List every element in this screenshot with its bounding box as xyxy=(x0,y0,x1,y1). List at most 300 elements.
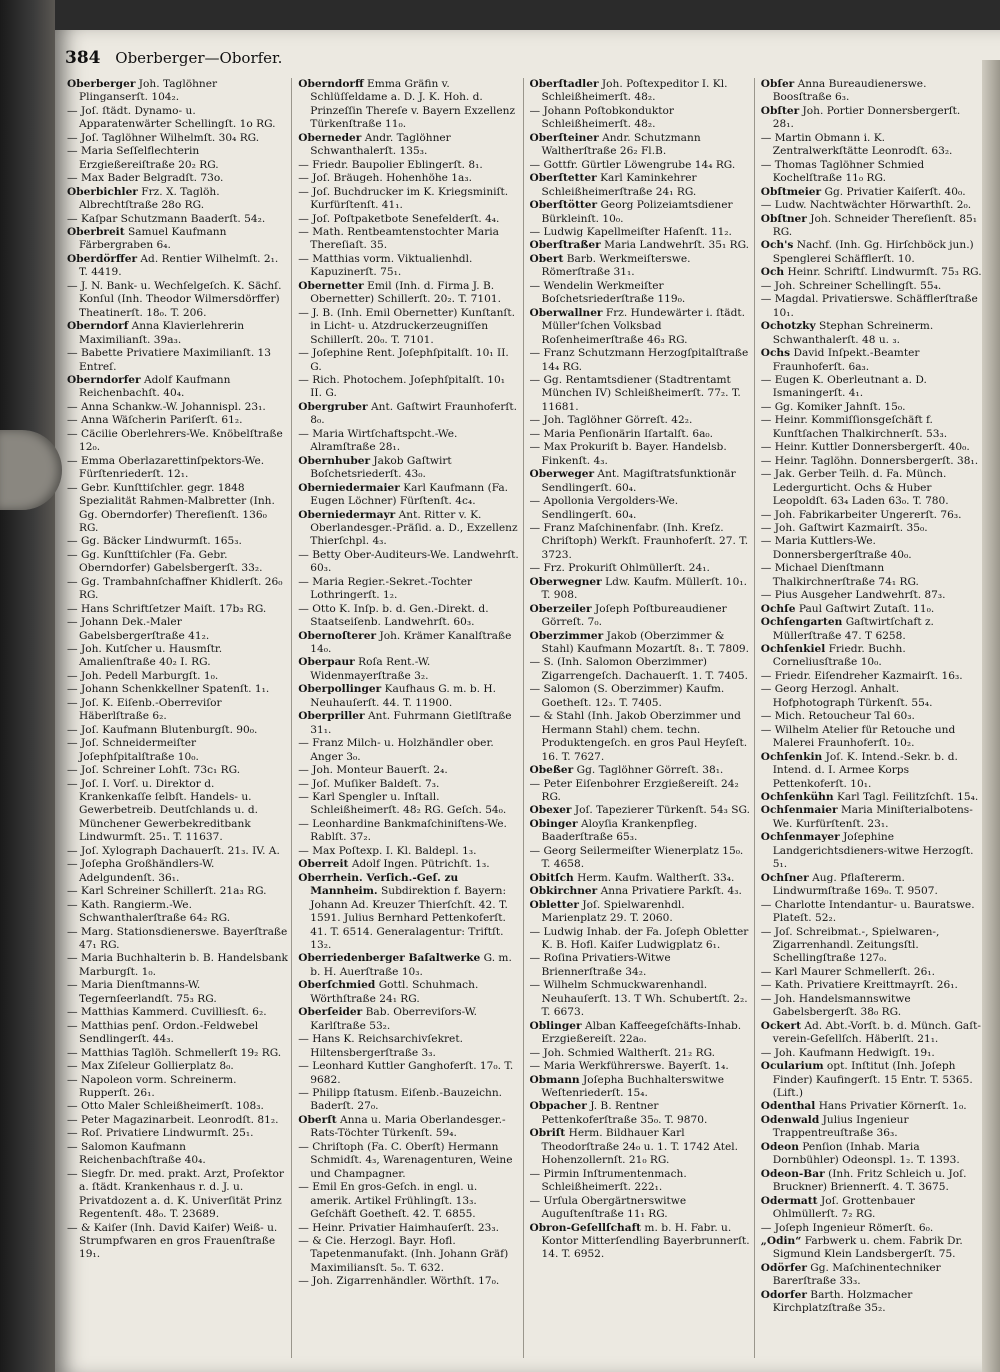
entry-text: — Kath. Rangierm.-We. Schwanthalerſtraße 64₂ RG. xyxy=(67,898,231,925)
entry-columns xyxy=(67,78,985,1358)
directory-entry xyxy=(67,320,288,347)
entry-text: — Franz Schutzmann Herzogſpitalſtraße 14₄ RG. xyxy=(529,347,749,373)
directory-entry xyxy=(67,858,288,885)
directory-entry xyxy=(298,78,519,132)
entry-text: — Heinr. Taglöhn. Donnersbergerſt. 38₁. xyxy=(760,454,979,467)
directory-entry xyxy=(530,347,751,374)
directory-entry xyxy=(530,764,751,777)
entry-surname: Odörfer xyxy=(760,1261,807,1274)
directory-entry xyxy=(67,1047,288,1060)
directory-entry xyxy=(530,441,751,468)
entry-surname: Odeon xyxy=(760,1140,799,1153)
entry-text: — Max Prokuriſt b. Bayer. Handelsb. Finkenſt. 4₃. xyxy=(529,441,727,467)
entry-text: Maria Miniſterialbotens-We. Kurfürſtenſt. 23₁. xyxy=(772,804,973,830)
entry-text: — Joſephine Rent. Joſephſpitalſt. 10₁ II. G. xyxy=(298,347,509,373)
directory-entry xyxy=(530,1100,751,1127)
entry-surname: Oberniedermayr xyxy=(298,508,396,521)
directory-entry xyxy=(530,778,751,805)
entry-text: Barb. Werkmeiſterswe. Römerſtraße 31₁. xyxy=(541,252,691,279)
entry-text: — Roſ. Privatiere Lindwurmſt. 25₁. xyxy=(67,1127,254,1140)
entry-surname: „Odin“ xyxy=(760,1234,802,1247)
directory-entry xyxy=(67,1127,288,1140)
entry-text: Herm. Kaufm. Waltherſt. 33₄. xyxy=(577,871,735,884)
entry-text: — Maria Kuttlers-We. Donnersbergerſtraße 40₀. xyxy=(760,535,912,561)
directory-entry xyxy=(530,818,751,845)
entry-text: m. b. H. Fabr. u. Kontor Mitterſendling Bayerbrunnerſt. 14. T. 6952. xyxy=(541,1221,750,1261)
directory-entry xyxy=(530,845,751,872)
directory-entry xyxy=(67,213,288,226)
directory-entry xyxy=(761,266,982,279)
directory-entry xyxy=(67,105,288,132)
directory-entry xyxy=(298,1114,519,1141)
directory-entry xyxy=(67,778,288,845)
entry-text: Ant. Fuhrmann Gietlſtraße 31₁. xyxy=(310,710,512,736)
entry-text: — Urſula Obergärtnerswitwe Auguſtenſtraße 11₁ RG. xyxy=(529,1194,687,1221)
entry-text: Samuel Kaufmann Färbergraben 6₄. xyxy=(79,225,227,252)
entry-text: — Rich. Photochem. Joſephſpitalſt. 10₁ II. G. xyxy=(298,373,505,400)
entry-text: — Kath. Privatiere Kreittmayrſt. 26₁. xyxy=(760,979,958,992)
entry-text: — & Kaiſer (Inh. David Kaiſer) Weiß- u. Strumpfwaren en gros Frauenſtraße 19₁. xyxy=(67,1221,278,1261)
directory-entry xyxy=(530,899,751,926)
entry-text: (Inh. Fritz Schleich u. Joſ. Bruckner) Briennerſt. 4. T. 3675. xyxy=(772,1167,967,1194)
entry-text: Karl Kaufmann (Fa. Eugen Löchner) Fürſtenſt. 4c₄. xyxy=(310,481,509,508)
entry-text: J. B. Rentner Pettenkoferſtraße 35₀. T. 9870. xyxy=(541,1100,708,1126)
entry-text: Subdirektion f. Bayern: Johann Ad. Kreuzer Thierſchſt. 42. T. 1591. Julius Bernhard Pettenkoferſt. 41. T. 6514. Generalagentur: Triftſt. 13₂. xyxy=(310,885,508,951)
directory-entry xyxy=(761,1222,982,1235)
entry-text: — Otto K. Inſp. b. d. Gen.-Direkt. d. Staatseiſenb. Landwehrſt. 60₃. xyxy=(298,602,489,629)
entry-text: — Maria Seſſelflechterin Erzgießereiſtraße 20₂ RG. xyxy=(67,145,219,171)
directory-entry xyxy=(761,320,982,347)
entry-text: Gg. Taglöhner Görreſt. 38₁. xyxy=(576,764,724,777)
directory-entry xyxy=(530,926,751,953)
directory-entry xyxy=(530,1074,751,1101)
directory-entry xyxy=(530,603,751,630)
entry-text: — Johann Poſtobkonduktor Schleißheimerſt. 48₂. xyxy=(529,104,674,131)
directory-entry xyxy=(530,414,751,427)
directory-entry xyxy=(298,226,519,253)
entry-text: Gottl. Schuhmach. Wörthſtraße 24₁ RG. xyxy=(310,979,479,1005)
directory-entry xyxy=(530,374,751,414)
entry-text: Jakob Gaſtwirt Boſchetsriederſt. 43₀. xyxy=(310,454,452,481)
directory-entry xyxy=(67,764,288,777)
entry-text: Alban Kaffeegeſchäfts-Inhab. Erzgießereiſt. 22a₀. xyxy=(541,1019,742,1046)
directory-entry xyxy=(67,78,288,105)
page-running-title: Oberberger—Oborfer. xyxy=(115,49,283,67)
directory-entry xyxy=(298,952,519,979)
entry-text: Julius Ingenieur Trappentreuſtraße 36₃. xyxy=(772,1113,909,1140)
entry-text: — Maria Dienſtmanns-W. Tegernſeerlandſt. 75₃ RG. xyxy=(67,979,217,1005)
entry-text: — S. (Inh. Salomon Oberzimmer) Zigarrengeſch. Dachauerſt. 1. T. 7405. xyxy=(529,656,749,682)
directory-entry xyxy=(298,791,519,818)
column-1 xyxy=(67,78,292,1358)
directory-entry xyxy=(761,1262,982,1289)
entry-text: — Leonhardine Bankmaſchiniſtens-We. Rablſt. 37₂. xyxy=(298,817,507,844)
directory-entry xyxy=(530,280,751,307)
directory-entry xyxy=(67,145,288,172)
entry-surname: Oberzimmer xyxy=(529,629,604,642)
directory-entry xyxy=(67,374,288,401)
entry-text: — Wilhelm Atelier für Retouche und Malerei Fraunhoferſt. 10₂. xyxy=(760,723,956,750)
directory-entry xyxy=(761,105,982,132)
entry-surname: Obernoſterer xyxy=(298,629,377,642)
entry-text: Kaufhaus G. m. b. H. Neuhauſerſt. 44. T. 11900. xyxy=(310,683,497,709)
directory-entry xyxy=(298,374,519,401)
entry-surname: Obſer xyxy=(760,78,795,90)
next-page-edge xyxy=(982,60,1000,1372)
entry-text: — Maria Wirtſchaftspcht.-We. Alramſtraße 28₁. xyxy=(298,427,458,454)
directory-entry xyxy=(761,1114,982,1141)
entry-surname: Obkirchner xyxy=(529,885,598,898)
entry-text: Paul Gaſtwirt Zutaſt. 11₀. xyxy=(798,602,935,615)
entry-text: — Joſ. Xylograph Dachauerſt. 21₃. IV. A. xyxy=(67,844,280,857)
directory-entry xyxy=(298,778,519,791)
entry-text: Hans Privatier Körnerſt. 1₀. xyxy=(818,1100,967,1113)
directory-entry xyxy=(298,549,519,576)
entry-surname: Oberniedermaier xyxy=(298,481,400,494)
directory-entry xyxy=(67,1114,288,1127)
entry-text: Anna Klavierlehrerin Maximilianſt. 39a₃. xyxy=(79,320,245,346)
directory-entry xyxy=(530,804,751,817)
entry-surname: Oberſtadler xyxy=(529,78,599,90)
entry-text: — Karl Spengler u. Inſtall. Schleißheimerſt. 48₂ RG. Geſch. 54₀. xyxy=(298,791,507,817)
entry-surname: Ockert xyxy=(760,1019,801,1032)
directory-entry xyxy=(298,1006,519,1033)
entry-text: Nachf. (Inh. Gg. Hirſchböck jun.) Spenglerei Schäfflerſt. 10. xyxy=(772,239,974,265)
entry-surname: Obeßer xyxy=(529,764,574,777)
entry-text: Farbwerk u. chem. Fabrik Dr. Sigmund Klein Landsbergerſt. 75. xyxy=(772,1234,963,1261)
entry-text: — Maria Werkführerswe. Bayerſt. 1₄. xyxy=(529,1060,729,1073)
entry-text: — Joſ. Bräugeh. Hohenhöhe 1a₃. xyxy=(298,172,472,185)
entry-text: — Heinr. Kommiſſionsgeſchäft f. Kunſtſachen Thalkirchnerſt. 53₃. xyxy=(760,414,948,440)
entry-text: — Matthias vorm. Viktualienhdl. Kapuzinerſt. 75₁. xyxy=(298,252,473,279)
directory-entry xyxy=(530,885,751,898)
directory-entry xyxy=(67,737,288,764)
directory-entry xyxy=(761,926,982,966)
entry-surname: Obſter xyxy=(760,104,800,117)
entry-surname: Odermatt xyxy=(760,1194,818,1207)
entry-surname: Ochſenkühn xyxy=(760,791,834,804)
entry-text: — Kaſpar Schutzmann Baaderſt. 54₂. xyxy=(67,212,266,225)
directory-entry xyxy=(67,1060,288,1073)
entry-text: — Gebr. Kunſttiſchler. gegr. 1848 Spezialität Rahmen-Malbretter (Inh. Gg. Oberndorfer) Thereſienſt. 136₀ RG. xyxy=(67,481,275,534)
entry-text: — Cäcilie Oberlehrers-We. Knöbelſtraße 12₀. xyxy=(67,427,283,454)
entry-text: — Ludwig Inhab. der Fa. Joſeph Obletter K. B. Hofl. Kaiſer Ludwigplatz 6₁. xyxy=(529,925,749,951)
entry-surname: Oberbreit xyxy=(67,225,125,238)
entry-text: — Max Ziſeleur Gollierplatz 8₀. xyxy=(67,1060,234,1073)
entry-text: — Max Bader Belgradſt. 73o. xyxy=(67,172,224,185)
directory-entry xyxy=(298,347,519,374)
directory-entry xyxy=(530,1127,751,1167)
entry-text: — Ludw. Nachtwächter Hörwarthſt. 2₀. xyxy=(760,199,972,212)
directory-entry xyxy=(761,979,982,992)
entry-text: — Heinr. Kuttler Donnersbergerſt. 40₀. xyxy=(760,441,970,454)
entry-text: — Philipp ſtatusm. Eiſenb.-Bauzeichn. Baderſt. 27₀. xyxy=(298,1086,503,1113)
entry-text: Joh. Poſtexpeditor I. Kl. Schleißheimerſt. 48₂. xyxy=(541,78,728,104)
entry-text: — Frz. Prokuriſt Ohlmüllerſt. 24₁. xyxy=(529,562,710,575)
directory-entry xyxy=(298,1087,519,1114)
entry-text: — Eugen K. Oberleutnant a. D. Ismaningerſt. 4₁. xyxy=(760,373,927,400)
directory-entry xyxy=(298,630,519,657)
directory-entry xyxy=(530,683,751,710)
directory-entry xyxy=(761,1141,982,1168)
directory-entry xyxy=(67,535,288,548)
entry-surname: Obert xyxy=(529,252,564,265)
entry-text: — Joſ. Schreibmat.-, Spielwaren-, Zigarrenhandl. Zeitungsſtl. Schellingſtraße 127₀. xyxy=(760,925,940,965)
directory-entry xyxy=(67,683,288,696)
directory-entry xyxy=(761,1020,982,1047)
directory-entry xyxy=(67,603,288,616)
entry-text: Heinr. Schriftſ. Lindwurmſt. 75₃ RG. xyxy=(787,266,982,279)
entry-surname: Obexer xyxy=(529,804,572,817)
directory-entry xyxy=(67,697,288,724)
entry-text: — Gg. Komiker Jahnſt. 15₀. xyxy=(760,400,906,413)
directory-entry xyxy=(67,172,288,185)
directory-entry xyxy=(761,1168,982,1195)
directory-entry xyxy=(530,199,751,226)
entry-text: — Joſ. Schneidermeiſter Joſephſpitalſtraße 10₀. xyxy=(67,737,199,763)
entry-text: — Georg Herzogl. Anhalt. Hofphotograph Türkenſt. 55₄. xyxy=(760,683,933,709)
directory-entry xyxy=(761,280,982,293)
entry-surname: Odenthal xyxy=(760,1100,816,1113)
entry-text: Joſephine Landgerichtsdieners-witwe Herzogſt. 5₁. xyxy=(772,831,974,871)
entry-surname: Obernetter xyxy=(298,279,364,292)
entry-text: Joſeph Poſtbureaudiener Görreſt. 7₀. xyxy=(541,602,727,629)
entry-text: — Jak. Gerber Teilh. d. Fa. Münch. Ledergurticht. Ochs & Huber Leopoldſt. 63₄ Laden 63₀. T. 780. xyxy=(760,468,949,508)
entry-surname: Oberriedenberger Baſaltwerke xyxy=(298,952,481,965)
directory-entry xyxy=(298,858,519,871)
directory-entry xyxy=(530,495,751,522)
entry-text: — Joh. Fabrikarbeiter Ungererſt. 76₃. xyxy=(760,508,962,521)
entry-text: Ad. Rentier Wilhelmſt. 2₁. T. 4419. xyxy=(79,252,279,279)
directory-entry xyxy=(761,186,982,199)
directory-entry xyxy=(298,1181,519,1221)
directory-entry xyxy=(530,952,751,979)
entry-surname: Oblinger xyxy=(529,1019,582,1032)
directory-entry xyxy=(761,1047,982,1060)
entry-text: Frz. X. Taglöh. Albrechtſtraße 28o RG. xyxy=(79,185,220,212)
directory-entry xyxy=(298,603,519,630)
entry-surname: Oberweger xyxy=(529,468,595,481)
column-3 xyxy=(530,78,755,1358)
directory-entry xyxy=(298,172,519,185)
entry-text: — Hans K. Reichsarchivſekret. Hiltensbergerſtraße 3₃. xyxy=(298,1033,463,1059)
directory-entry xyxy=(298,1033,519,1060)
entry-text: — Otto Maler Schleißheimerſt. 108₃. xyxy=(67,1100,264,1113)
entry-text: — Anna Schankw.-W. Johannispl. 23₁. xyxy=(67,400,266,413)
directory-entry xyxy=(298,764,519,777)
entry-text: — Joſ. I. Vorſ. u. Direktor d. Krankenkaſſe ſelbſt. Handels- u. Gewerbetreib. Deutſchlands u. d. Münchener Gewerbekreditbank Lindwurmſt. 25₁. T. 11637. xyxy=(67,777,259,844)
directory-entry xyxy=(761,159,982,186)
directory-entry xyxy=(530,1020,751,1047)
entry-text: — Matthias Kammerd. Cuvilliesſt. 6₂. xyxy=(67,1006,267,1019)
entry-text: — J. N. Bank- u. Wechſelgeſch. K. Sächſ. Konſul (Inh. Theodor Wilmersdörffer) Theatinerſt. 18₀. T. 206. xyxy=(67,279,282,319)
entry-text: Anna u. Maria Oberlandesger.-Rats-Töchter Türkenſt. 59₄. xyxy=(310,1113,506,1140)
directory-entry xyxy=(530,159,751,172)
directory-entry xyxy=(761,78,982,105)
directory-entry xyxy=(761,589,982,602)
entry-text: — Magdal. Privatierswe. Schäfflerſtraße 10₁. xyxy=(760,293,978,319)
entry-surname: Obmann xyxy=(529,1073,580,1086)
entry-text: — Leonhard Kuttler Ganghoferſt. 17₀. T. 9682. xyxy=(298,1060,514,1086)
directory-entry xyxy=(761,1289,982,1316)
directory-entry xyxy=(761,414,982,441)
entry-text: Penſion (Inhab. Maria Dornbühler) Odeonspl. 1₂. T. 1393. xyxy=(772,1140,960,1167)
entry-surname: Oberſchmied xyxy=(298,979,376,992)
entry-text: — Friedr. Eiſendreher Kazmairſt. 16₃. xyxy=(760,669,963,682)
entry-text: Joſ. Spielwarenhdl. Marienplatz 29. T. 2060. xyxy=(541,898,685,925)
entry-text: Joſ. Tapezierer Türkenſt. 54₃ SG. xyxy=(574,804,750,817)
entry-text: — Ludwig Kapellmeiſter Haſenſt. 11₂. xyxy=(529,225,732,238)
directory-entry xyxy=(530,1222,751,1262)
directory-entry xyxy=(67,280,288,320)
directory-entry xyxy=(761,1060,982,1100)
entry-surname: Ochſner xyxy=(760,871,809,884)
directory-entry xyxy=(530,105,751,132)
directory-entry xyxy=(298,455,519,482)
entry-text: — Thomas Taglöhner Schmied Kochelſtraße 11₀ RG. xyxy=(760,158,925,185)
entry-text: — Franz Milch- u. Holzhändler ober. Anger 3₀. xyxy=(298,737,494,763)
entry-text: — Hans Schriftſetzer Maiſt. 17b₃ RG. xyxy=(67,602,267,615)
entry-text: — Matthias Taglöh. Schmellerſt 19₂ RG. xyxy=(67,1046,282,1059)
directory-entry xyxy=(298,979,519,1006)
entry-surname: Oberrhein. Verſich.-Geſ. zu Mannheim. xyxy=(298,871,459,898)
entry-text: Jakob (Oberzimmer & Stahl) Kaufmann Mozartſt. 8₁. T. 7809. xyxy=(541,629,750,656)
directory-entry xyxy=(67,576,288,603)
entry-text: — Johann Schenkkellner Spatenſt. 1₁. xyxy=(67,683,270,696)
entry-text: — Johann Dek.-Maler Gabelsbergerſtraße 41₂. xyxy=(67,616,210,642)
directory-entry xyxy=(761,670,982,683)
directory-entry xyxy=(298,1141,519,1181)
entry-surname: Oberberger xyxy=(67,78,136,90)
entry-text: Roſa Rent.-W. Widenmayerſtraße 3₂. xyxy=(310,656,431,682)
directory-entry xyxy=(761,616,982,643)
entry-surname: Ochſenmaier xyxy=(760,804,838,817)
directory-entry xyxy=(530,576,751,603)
entry-text: Aug. Pflaſtererm. Lindwurmſtraße 169₀. T. 9507. xyxy=(772,871,938,898)
directory-entry xyxy=(67,979,288,1006)
entry-surname: Oberſtraßer xyxy=(529,239,601,252)
directory-entry xyxy=(761,347,982,374)
entry-text: — Anna Wäſcherin Pariſerſt. 61₂. xyxy=(67,414,243,427)
directory-entry xyxy=(761,293,982,320)
directory-entry xyxy=(67,1100,288,1113)
directory-entry xyxy=(298,1235,519,1275)
directory-entry xyxy=(298,509,519,549)
entry-text: Adolf Ingen. Pütrichſt. 1₃. xyxy=(351,858,490,871)
entry-surname: Obinger xyxy=(529,817,578,830)
entry-text: Adolf Kaufmann Reichenbachſt. 40₄. xyxy=(79,373,231,400)
directory-entry xyxy=(761,831,982,871)
entry-text: — Joſ. Muſiker Baldeſt. 7₃. xyxy=(298,777,440,790)
directory-entry xyxy=(298,872,519,953)
directory-entry xyxy=(298,710,519,737)
entry-text: — Heinr. Privatier Haimhauſerſt. 23₃. xyxy=(298,1221,500,1234)
directory-entry xyxy=(530,428,751,441)
entry-text: Joſ. Grottenbauer Ohlmüllerſt. 7₂ RG. xyxy=(772,1194,915,1221)
directory-entry xyxy=(298,132,519,159)
directory-entry xyxy=(761,522,982,535)
entry-surname: Oberſeider xyxy=(298,1006,363,1019)
entry-text: — Gg. Bäcker Lindwurmſt. 165₃. xyxy=(67,535,242,548)
entry-text: — Chriſtoph (Fa. C. Oberſt) Hermann Schmidſt. 4₃, Warenagenturen, Weine und Champagner. xyxy=(298,1140,513,1180)
directory-entry xyxy=(298,818,519,845)
entry-text: G. m. b. H. Auerſtraße 10₃. xyxy=(310,952,512,978)
directory-entry xyxy=(761,199,982,212)
directory-entry xyxy=(67,428,288,455)
directory-entry xyxy=(298,1060,519,1087)
directory-entry xyxy=(67,482,288,536)
entry-text: — Emma Oberlazarettinſpektors-We. Fürſtenriederſt. 12₁. xyxy=(67,454,265,481)
entry-text: — Maria Buchhalterin b. B. Handelsbank Marburgſt. 1₀. xyxy=(67,952,288,978)
directory-entry xyxy=(761,966,982,979)
entry-text: — Babette Privatiere Maximilianſt. 13 Entreſ. xyxy=(67,347,272,373)
directory-entry xyxy=(530,1060,751,1073)
entry-text: Joſepha Buchhalterswitwe Weſtenriederſt. 15₄. xyxy=(541,1073,725,1099)
entry-surname: Obriſt xyxy=(529,1127,566,1140)
entry-surname: Oberpaur xyxy=(298,656,355,669)
entry-text: — Wilhelm Schmuckwarenhandl. Neuhauſerſt. 13. T Wh. Schubertſt. 2₂. T. 6673. xyxy=(529,979,748,1019)
directory-entry xyxy=(67,1074,288,1101)
entry-text: — Salomon (S. Oberzimmer) Kaufm. Goetheſt. 12₃. T. 7405. xyxy=(529,683,725,709)
entry-text: — Maria Regier.-Sekret.-Tochter Lothringerſt. 1₂. xyxy=(298,575,473,602)
entry-surname: Oberneder xyxy=(298,131,362,144)
entry-text: Emma Gräfin v. Schlüſſeldame a. D. J. K. Hoh. d. Prinzeſſin Thereſe v. Bayern Exzellenz Türkenſtraße 11₀. xyxy=(310,78,516,131)
entry-text: opt. Inſtitut (Inh. Joſeph Finder) Kaufingerſt. 15 Entr. T. 5365. (Lift.) xyxy=(772,1060,973,1099)
directory-page xyxy=(55,30,1000,1372)
entry-surname: Oberpollinger xyxy=(298,683,382,696)
entry-surname: Oberwegner xyxy=(529,575,602,588)
entry-surname: Oberndorf xyxy=(67,320,129,333)
directory-entry xyxy=(530,226,751,239)
directory-entry xyxy=(67,132,288,145)
entry-surname: Oberſtötter xyxy=(529,199,598,212)
directory-entry xyxy=(298,482,519,509)
directory-entry xyxy=(530,468,751,495)
entry-text: — Emil En gros-Geſch. in engl. u. amerik. Artikel Frühlingſt. 13₃. Geſchäft Goetheſt. 42. T. 6855. xyxy=(298,1181,478,1221)
entry-text: — Peter Eiſenbohrer Erzgießereiſt. 24₂ RG. xyxy=(529,777,739,804)
entry-text: Joh. Krämer Kanalſtraße 14₀. xyxy=(310,629,512,656)
entry-surname: Oberzeiler xyxy=(529,602,592,615)
entry-text: — Betty Ober-Auditeurs-We. Landwehrſt. 60₃. xyxy=(298,548,519,575)
entry-text: Ldw. Kaufm. Müllerſt. 10₁. T. 908. xyxy=(541,575,748,602)
directory-entry xyxy=(67,414,288,427)
entry-surname: Obitſch xyxy=(529,871,574,884)
directory-entry xyxy=(761,683,982,710)
directory-entry xyxy=(67,1006,288,1019)
entry-text: — Joh. Schmied Waltherſt. 21₂ RG. xyxy=(529,1046,716,1059)
entry-text: — Apollonia Vergolders-We. Sendlingerſt. 60₄. xyxy=(529,495,679,521)
entry-surname: Ochſenkin xyxy=(760,750,823,763)
entry-text: — Gg. Trambahnſchaffner Khidlerſt. 26₀ RG. xyxy=(67,575,283,602)
entry-text: — Georg Seilermeiſter Wienerplatz 15₀. T. 4658. xyxy=(529,844,744,871)
entry-text: Friedr. Buchh. Corneliusſtraße 10₀. xyxy=(772,643,906,669)
entry-text: — Joh. Pedell Marburgſt. 1₀. xyxy=(67,669,219,682)
directory-entry xyxy=(761,468,982,508)
directory-entry xyxy=(298,280,519,307)
directory-entry xyxy=(67,616,288,643)
entry-surname: Och xyxy=(760,266,785,279)
directory-entry xyxy=(530,1195,751,1222)
entry-surname: Oberſt xyxy=(298,1113,337,1126)
directory-entry xyxy=(530,307,751,347)
directory-entry xyxy=(530,1168,751,1195)
entry-surname: Oberpriller xyxy=(298,710,365,723)
entry-text: Georg Polizeiamtsdiener Bürkleinſt. 10₀. xyxy=(541,199,733,225)
directory-entry xyxy=(298,213,519,226)
entry-text: — Wendelin Werkmeiſter Boſchetsriederſtraße 119₀. xyxy=(529,279,686,306)
directory-entry xyxy=(298,253,519,280)
entry-text: — Joh. Kaufmann Hedwigſt. 19₁. xyxy=(760,1046,935,1059)
